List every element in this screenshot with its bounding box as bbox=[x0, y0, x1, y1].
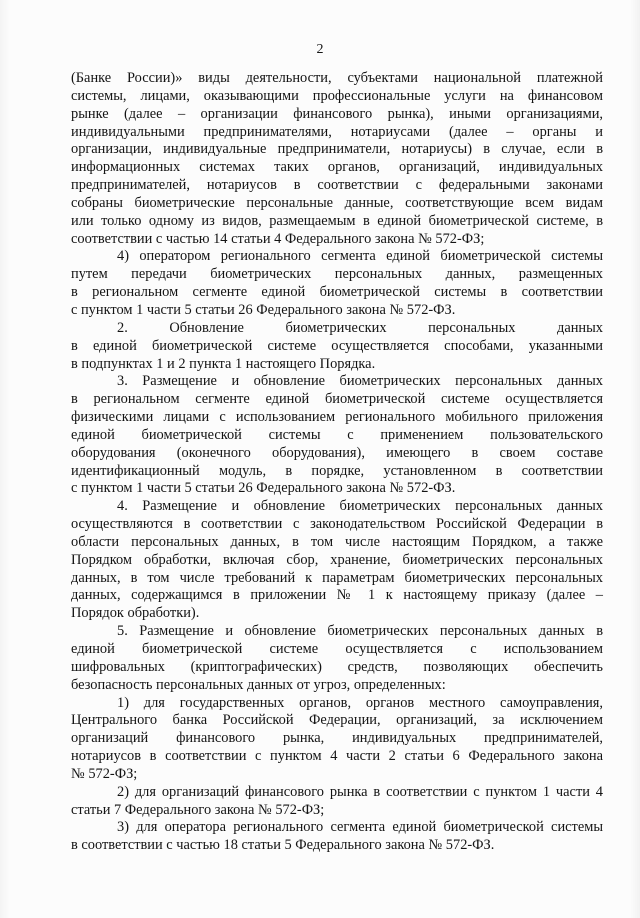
text-line: № 572-ФЗ; bbox=[71, 765, 138, 782]
paragraph bbox=[71, 70, 603, 248]
text-line: безопасность персональных данных от угроз, определенных: bbox=[71, 676, 446, 693]
text-line: организации, индивидуальные предприниматели, нотариусы) в случае, если в bbox=[71, 141, 603, 158]
text-line: в региональном сегменте единой биометрической системы в соответствии bbox=[71, 284, 603, 301]
text-line: единой биометрической системе осуществляется с использованием bbox=[71, 641, 603, 657]
text-line: 4) оператором регионального сегмента единой биометрической системы bbox=[117, 248, 603, 265]
text-line: индивидуальными предпринимателями, нотариусами (далее – органы и bbox=[71, 123, 603, 140]
paragraph bbox=[71, 695, 603, 784]
text-line: или только одному из видов, размещаемым в единой биометрической системе, в bbox=[71, 212, 603, 229]
text-line: единой биометрической системы с применением пользовательского bbox=[71, 426, 603, 443]
text-line: данных, в том числе требований к параметрам биометрических персональных bbox=[71, 569, 603, 586]
text-line: Центрального банка Российской Федерации, организаций, за исключением bbox=[71, 712, 603, 729]
paragraph bbox=[71, 498, 603, 623]
text-line: системы, лицами, оказывающими профессиональные услуги на финансовом bbox=[71, 87, 603, 104]
text-line: 4. Размещение и обновление биометрических персональных данных bbox=[117, 498, 603, 515]
text-line: (Банке России)» виды деятельности, субъектами национальной платежной bbox=[71, 70, 603, 86]
text-line: собраны биометрические персональные данные, соответствующие всем видам bbox=[71, 194, 603, 211]
text-line: идентификационный модуль, в порядке, установленном в соответствии bbox=[71, 462, 603, 479]
text-line: нотариусов в соответствии с пунктом 4 части 2 статьи 6 Федерального закона bbox=[71, 748, 603, 765]
text-line: области персональных данных, в том числе настоящим Порядком, а также bbox=[71, 533, 603, 550]
paragraph bbox=[71, 784, 603, 820]
text-line: путем передачи биометрических персональных данных, размещенных bbox=[71, 266, 603, 283]
text-line: с пунктом 1 части 5 статьи 26 Федерального закона № 572-ФЗ. bbox=[71, 480, 456, 497]
text-line: данных, содержащимся в приложении № 1 к настоящему приказу (далее – bbox=[71, 587, 603, 604]
text-line: предпринимателей, нотариусов в соответствии с федеральными законами bbox=[71, 177, 603, 194]
text-line: осуществляются в соответствии с законодательством Российской Федерации в bbox=[71, 516, 603, 533]
text-line: в региональном сегменте единой биометрической системе осуществляется bbox=[71, 391, 603, 408]
text-line: в подпунктах 1 и 2 пункта 1 настоящего Порядка. bbox=[71, 355, 376, 372]
text-line: оборудования (оконечного оборудования), имеющего в своем составе bbox=[71, 444, 603, 461]
paragraph bbox=[71, 248, 603, 319]
text-line: в единой биометрической системе осуществляется способами, указанными bbox=[71, 337, 603, 354]
text-line: шифровальных (криптографических) средств, позволяющих обеспечить bbox=[71, 658, 603, 675]
text-line: физическими лицами с использованием регионального мобильного приложения bbox=[71, 409, 603, 426]
text-line: 2) для организаций финансового рынка в соответствии с пунктом 1 части 4 bbox=[117, 783, 603, 800]
paragraph bbox=[71, 320, 603, 374]
text-line: статьи 7 Федерального закона № 572-ФЗ; bbox=[71, 801, 325, 818]
paragraph bbox=[71, 623, 603, 694]
text-line: 3. Размещение и обновление биометрических персональных данных bbox=[117, 373, 603, 390]
paragraph bbox=[71, 373, 603, 498]
text-line: 5. Размещение и обновление биометрических персональных данных в bbox=[117, 623, 603, 640]
text-line: 1) для государственных органов, органов местного самоуправления, bbox=[117, 694, 603, 711]
paragraph bbox=[71, 819, 603, 855]
text-line: соответствии с частью 14 статьи 4 Федерального закона № 572-ФЗ; bbox=[71, 230, 485, 247]
document-body bbox=[71, 70, 603, 855]
text-line: 2. Обновление биометрических персональных данных bbox=[117, 319, 603, 336]
text-line: в соответствии с частью 18 статьи 5 Федерального закона № 572-ФЗ. bbox=[71, 837, 495, 854]
text-line: 3) для оператора регионального сегмента единой биометрической системы bbox=[117, 819, 603, 836]
page-number: 2 bbox=[316, 42, 324, 57]
text-line: Порядок обработки). bbox=[71, 605, 200, 622]
text-line: с пунктом 1 части 5 статьи 26 Федерального закона № 572-ФЗ. bbox=[71, 301, 456, 318]
text-line: Порядком обработки, включая сбор, хранение, биометрических персональных bbox=[71, 551, 603, 568]
text-line: информационных системах таких органов, организаций, индивидуальных bbox=[71, 159, 603, 176]
text-line: рынке (далее – организации финансового рынка), иными организациями, bbox=[71, 105, 603, 122]
text-line: организаций финансового рынка, индивидуальных предпринимателей, bbox=[71, 730, 603, 747]
